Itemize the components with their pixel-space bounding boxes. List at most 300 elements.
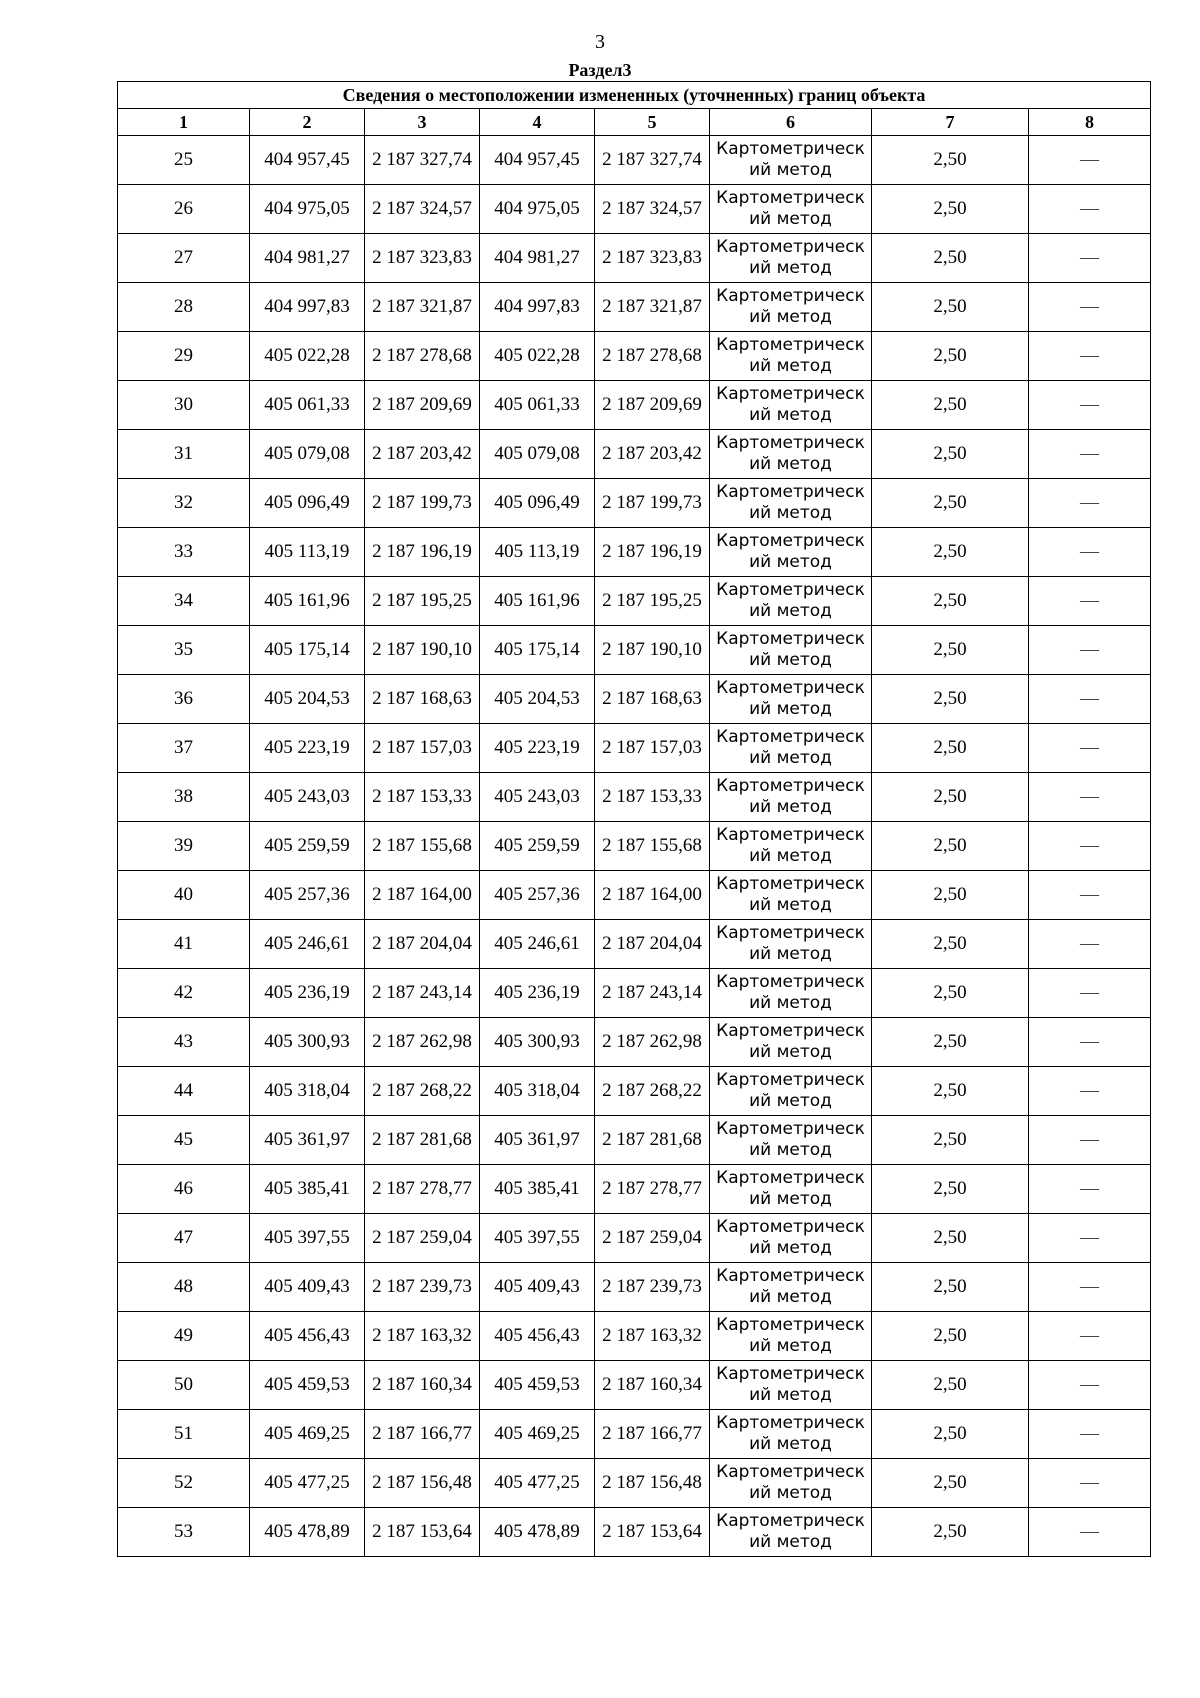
y-existing-cell: 2 187 156,48	[365, 1459, 480, 1508]
y-refined-cell: 2 187 204,04	[595, 920, 710, 969]
point-number-cell: 51	[118, 1410, 250, 1459]
method-cell	[710, 969, 872, 1018]
point-number-cell: 37	[118, 724, 250, 773]
x-refined-cell: 405 477,25	[480, 1459, 595, 1508]
point-number-cell: 49	[118, 1312, 250, 1361]
note-cell: —	[1029, 234, 1151, 283]
accuracy-cell: 2,50	[872, 1263, 1029, 1312]
y-refined-cell: 2 187 281,68	[595, 1116, 710, 1165]
method-cell	[710, 822, 872, 871]
y-existing-cell: 2 187 262,98	[365, 1018, 480, 1067]
point-number-cell: 33	[118, 528, 250, 577]
method-cell	[710, 1459, 872, 1508]
y-existing-cell: 2 187 195,25	[365, 577, 480, 626]
method-cell	[710, 1508, 872, 1557]
table-row	[118, 969, 1151, 1018]
accuracy-cell: 2,50	[872, 1018, 1029, 1067]
x-refined-cell: 405 223,19	[480, 724, 595, 773]
x-refined-cell: 405 175,14	[480, 626, 595, 675]
method-text: Картометрический метод	[716, 1168, 865, 1209]
y-existing-cell: 2 187 153,33	[365, 773, 480, 822]
column-header: 2	[250, 109, 365, 136]
point-number-cell: 36	[118, 675, 250, 724]
accuracy-cell: 2,50	[872, 1214, 1029, 1263]
y-refined-cell: 2 187 323,83	[595, 234, 710, 283]
x-existing-cell: 405 161,96	[250, 577, 365, 626]
x-refined-cell: 404 975,05	[480, 185, 595, 234]
table-row	[118, 283, 1151, 332]
y-refined-cell: 2 187 153,64	[595, 1508, 710, 1557]
x-refined-cell: 405 409,43	[480, 1263, 595, 1312]
method-text: Картометрический метод	[716, 580, 865, 621]
x-existing-cell: 405 397,55	[250, 1214, 365, 1263]
point-number-cell: 38	[118, 773, 250, 822]
x-refined-cell: 405 300,93	[480, 1018, 595, 1067]
accuracy-cell: 2,50	[872, 234, 1029, 283]
accuracy-cell: 2,50	[872, 577, 1029, 626]
table-body	[118, 136, 1151, 1557]
y-existing-cell: 2 187 190,10	[365, 626, 480, 675]
y-existing-cell: 2 187 153,64	[365, 1508, 480, 1557]
note-cell: —	[1029, 479, 1151, 528]
note-cell: —	[1029, 724, 1151, 773]
column-header: 4	[480, 109, 595, 136]
method-text: Картометрический метод	[716, 1021, 865, 1062]
x-existing-cell: 405 409,43	[250, 1263, 365, 1312]
method-text: Картометрический метод	[716, 1070, 865, 1111]
table-row	[118, 871, 1151, 920]
method-cell	[710, 871, 872, 920]
y-refined-cell: 2 187 209,69	[595, 381, 710, 430]
x-existing-cell: 405 318,04	[250, 1067, 365, 1116]
point-number-cell: 35	[118, 626, 250, 675]
method-text: Картометрический метод	[716, 188, 865, 229]
y-existing-cell: 2 187 281,68	[365, 1116, 480, 1165]
method-cell	[710, 1312, 872, 1361]
y-existing-cell: 2 187 239,73	[365, 1263, 480, 1312]
x-existing-cell: 405 096,49	[250, 479, 365, 528]
point-number-cell: 26	[118, 185, 250, 234]
table-row	[118, 528, 1151, 577]
x-refined-cell: 405 469,25	[480, 1410, 595, 1459]
point-number-cell: 40	[118, 871, 250, 920]
note-cell: —	[1029, 283, 1151, 332]
y-existing-cell: 2 187 199,73	[365, 479, 480, 528]
x-refined-cell: 405 246,61	[480, 920, 595, 969]
point-number-cell: 48	[118, 1263, 250, 1312]
note-cell: —	[1029, 1508, 1151, 1557]
method-text: Картометрический метод	[716, 1119, 865, 1160]
y-existing-cell: 2 187 278,68	[365, 332, 480, 381]
y-refined-cell: 2 187 160,34	[595, 1361, 710, 1410]
y-refined-cell: 2 187 324,57	[595, 185, 710, 234]
method-text: Картометрический метод	[716, 384, 865, 425]
point-number-cell: 31	[118, 430, 250, 479]
y-existing-cell: 2 187 321,87	[365, 283, 480, 332]
table-row	[118, 1165, 1151, 1214]
x-existing-cell: 405 079,08	[250, 430, 365, 479]
method-cell	[710, 185, 872, 234]
accuracy-cell: 2,50	[872, 283, 1029, 332]
method-cell	[710, 1165, 872, 1214]
point-number-cell: 42	[118, 969, 250, 1018]
table-row	[118, 1116, 1151, 1165]
x-refined-cell: 405 259,59	[480, 822, 595, 871]
method-cell	[710, 1410, 872, 1459]
accuracy-cell: 2,50	[872, 1410, 1029, 1459]
method-text: Картометрический метод	[716, 433, 865, 474]
y-refined-cell: 2 187 196,19	[595, 528, 710, 577]
method-cell	[710, 234, 872, 283]
y-existing-cell: 2 187 323,83	[365, 234, 480, 283]
x-existing-cell: 405 022,28	[250, 332, 365, 381]
table-row	[118, 626, 1151, 675]
y-refined-cell: 2 187 278,77	[595, 1165, 710, 1214]
point-number-cell: 27	[118, 234, 250, 283]
x-refined-cell: 405 361,97	[480, 1116, 595, 1165]
x-refined-cell: 404 997,83	[480, 283, 595, 332]
x-existing-cell: 405 243,03	[250, 773, 365, 822]
accuracy-cell: 2,50	[872, 136, 1029, 185]
y-existing-cell: 2 187 243,14	[365, 969, 480, 1018]
accuracy-cell: 2,50	[872, 1165, 1029, 1214]
table-row	[118, 1214, 1151, 1263]
page-number: 3	[595, 31, 605, 53]
accuracy-cell: 2,50	[872, 871, 1029, 920]
accuracy-cell: 2,50	[872, 675, 1029, 724]
method-text: Картометрический метод	[716, 923, 865, 964]
column-header: 5	[595, 109, 710, 136]
accuracy-cell: 2,50	[872, 430, 1029, 479]
table-row	[118, 1361, 1151, 1410]
table-caption: Сведения о местоположении измененных (уточненных) границ объекта	[118, 82, 1151, 109]
y-refined-cell: 2 187 268,22	[595, 1067, 710, 1116]
point-number-cell: 44	[118, 1067, 250, 1116]
method-cell	[710, 577, 872, 626]
point-number-cell: 30	[118, 381, 250, 430]
method-text: Картометрический метод	[716, 531, 865, 572]
note-cell: —	[1029, 920, 1151, 969]
method-text: Картометрический метод	[716, 1462, 865, 1503]
boundary-coordinates-table	[117, 81, 1151, 1557]
method-text: Картометрический метод	[716, 825, 865, 866]
method-text: Картометрический метод	[716, 482, 865, 523]
method-text: Картометрический метод	[716, 335, 865, 376]
accuracy-cell: 2,50	[872, 185, 1029, 234]
note-cell: —	[1029, 430, 1151, 479]
table-row	[118, 1410, 1151, 1459]
x-refined-cell: 405 204,53	[480, 675, 595, 724]
method-cell	[710, 381, 872, 430]
x-existing-cell: 404 975,05	[250, 185, 365, 234]
accuracy-cell: 2,50	[872, 332, 1029, 381]
x-existing-cell: 405 061,33	[250, 381, 365, 430]
table-row	[118, 136, 1151, 185]
x-refined-cell: 405 022,28	[480, 332, 595, 381]
accuracy-cell: 2,50	[872, 1508, 1029, 1557]
x-existing-cell: 405 113,19	[250, 528, 365, 577]
method-text: Картометрический метод	[716, 286, 865, 327]
x-refined-cell: 405 161,96	[480, 577, 595, 626]
y-existing-cell: 2 187 160,34	[365, 1361, 480, 1410]
note-cell: —	[1029, 528, 1151, 577]
note-cell: —	[1029, 577, 1151, 626]
table-row	[118, 479, 1151, 528]
table-row	[118, 381, 1151, 430]
x-refined-cell: 405 236,19	[480, 969, 595, 1018]
accuracy-cell: 2,50	[872, 381, 1029, 430]
accuracy-cell: 2,50	[872, 479, 1029, 528]
y-refined-cell: 2 187 156,48	[595, 1459, 710, 1508]
method-cell	[710, 1263, 872, 1312]
accuracy-cell: 2,50	[872, 626, 1029, 675]
y-existing-cell: 2 187 168,63	[365, 675, 480, 724]
x-existing-cell: 405 300,93	[250, 1018, 365, 1067]
table-row	[118, 577, 1151, 626]
y-existing-cell: 2 187 204,04	[365, 920, 480, 969]
note-cell: —	[1029, 185, 1151, 234]
y-refined-cell: 2 187 327,74	[595, 136, 710, 185]
column-header: 6	[710, 109, 872, 136]
note-cell: —	[1029, 822, 1151, 871]
method-cell	[710, 773, 872, 822]
note-cell: —	[1029, 1165, 1151, 1214]
method-cell	[710, 1116, 872, 1165]
method-cell	[710, 136, 872, 185]
accuracy-cell: 2,50	[872, 528, 1029, 577]
table-row	[118, 1312, 1151, 1361]
point-number-cell: 32	[118, 479, 250, 528]
method-cell	[710, 332, 872, 381]
method-cell	[710, 920, 872, 969]
y-refined-cell: 2 187 166,77	[595, 1410, 710, 1459]
note-cell: —	[1029, 1018, 1151, 1067]
accuracy-cell: 2,50	[872, 1312, 1029, 1361]
y-refined-cell: 2 187 278,68	[595, 332, 710, 381]
y-refined-cell: 2 187 163,32	[595, 1312, 710, 1361]
x-existing-cell: 404 981,27	[250, 234, 365, 283]
point-number-cell: 43	[118, 1018, 250, 1067]
x-refined-cell: 404 981,27	[480, 234, 595, 283]
method-cell	[710, 1214, 872, 1263]
method-text: Картометрический метод	[716, 1217, 865, 1258]
y-refined-cell: 2 187 157,03	[595, 724, 710, 773]
y-refined-cell: 2 187 164,00	[595, 871, 710, 920]
y-existing-cell: 2 187 166,77	[365, 1410, 480, 1459]
method-cell	[710, 1067, 872, 1116]
y-existing-cell: 2 187 209,69	[365, 381, 480, 430]
column-number-row	[118, 109, 1151, 136]
x-refined-cell: 405 243,03	[480, 773, 595, 822]
x-existing-cell: 405 236,19	[250, 969, 365, 1018]
table-row	[118, 920, 1151, 969]
accuracy-cell: 2,50	[872, 724, 1029, 773]
x-refined-cell: 405 397,55	[480, 1214, 595, 1263]
x-existing-cell: 405 204,53	[250, 675, 365, 724]
method-cell	[710, 1361, 872, 1410]
y-existing-cell: 2 187 327,74	[365, 136, 480, 185]
accuracy-cell: 2,50	[872, 920, 1029, 969]
point-number-cell: 28	[118, 283, 250, 332]
point-number-cell: 39	[118, 822, 250, 871]
note-cell: —	[1029, 332, 1151, 381]
method-text: Картометрический метод	[716, 1511, 865, 1552]
method-cell	[710, 724, 872, 773]
x-existing-cell: 405 478,89	[250, 1508, 365, 1557]
method-text: Картометрический метод	[716, 1266, 865, 1307]
note-cell: —	[1029, 1459, 1151, 1508]
table-row	[118, 332, 1151, 381]
y-refined-cell: 2 187 168,63	[595, 675, 710, 724]
method-text: Картометрический метод	[716, 139, 865, 180]
method-text: Картометрический метод	[716, 1315, 865, 1356]
accuracy-cell: 2,50	[872, 1459, 1029, 1508]
note-cell: —	[1029, 136, 1151, 185]
method-cell	[710, 528, 872, 577]
x-refined-cell: 405 456,43	[480, 1312, 595, 1361]
method-text: Картометрический метод	[716, 727, 865, 768]
table-row	[118, 185, 1151, 234]
table-row	[118, 234, 1151, 283]
method-text: Картометрический метод	[716, 1364, 865, 1405]
y-refined-cell: 2 187 155,68	[595, 822, 710, 871]
y-refined-cell: 2 187 153,33	[595, 773, 710, 822]
accuracy-cell: 2,50	[872, 773, 1029, 822]
note-cell: —	[1029, 969, 1151, 1018]
method-text: Картометрический метод	[716, 629, 865, 670]
note-cell: —	[1029, 626, 1151, 675]
point-number-cell: 29	[118, 332, 250, 381]
accuracy-cell: 2,50	[872, 1067, 1029, 1116]
method-cell	[710, 675, 872, 724]
y-refined-cell: 2 187 199,73	[595, 479, 710, 528]
method-cell	[710, 479, 872, 528]
x-refined-cell: 405 079,08	[480, 430, 595, 479]
note-cell: —	[1029, 1214, 1151, 1263]
point-number-cell: 46	[118, 1165, 250, 1214]
method-text: Картометрический метод	[716, 776, 865, 817]
column-header: 1	[118, 109, 250, 136]
x-refined-cell: 405 257,36	[480, 871, 595, 920]
accuracy-cell: 2,50	[872, 822, 1029, 871]
y-existing-cell: 2 187 163,32	[365, 1312, 480, 1361]
method-cell	[710, 283, 872, 332]
note-cell: —	[1029, 1067, 1151, 1116]
note-cell: —	[1029, 1263, 1151, 1312]
y-existing-cell: 2 187 324,57	[365, 185, 480, 234]
x-existing-cell: 405 175,14	[250, 626, 365, 675]
column-header: 3	[365, 109, 480, 136]
point-number-cell: 50	[118, 1361, 250, 1410]
y-refined-cell: 2 187 262,98	[595, 1018, 710, 1067]
x-refined-cell: 405 385,41	[480, 1165, 595, 1214]
y-refined-cell: 2 187 239,73	[595, 1263, 710, 1312]
column-header: 8	[1029, 109, 1151, 136]
note-cell: —	[1029, 381, 1151, 430]
note-cell: —	[1029, 675, 1151, 724]
x-existing-cell: 405 259,59	[250, 822, 365, 871]
method-cell	[710, 430, 872, 479]
y-existing-cell: 2 187 268,22	[365, 1067, 480, 1116]
y-existing-cell: 2 187 203,42	[365, 430, 480, 479]
method-text: Картометрический метод	[716, 874, 865, 915]
x-existing-cell: 404 957,45	[250, 136, 365, 185]
note-cell: —	[1029, 773, 1151, 822]
x-existing-cell: 405 459,53	[250, 1361, 365, 1410]
table-row	[118, 1459, 1151, 1508]
x-refined-cell: 405 096,49	[480, 479, 595, 528]
method-cell	[710, 626, 872, 675]
point-number-cell: 45	[118, 1116, 250, 1165]
x-refined-cell: 405 113,19	[480, 528, 595, 577]
table-row	[118, 1508, 1151, 1557]
x-existing-cell: 405 385,41	[250, 1165, 365, 1214]
x-refined-cell: 405 061,33	[480, 381, 595, 430]
table-row	[118, 1018, 1151, 1067]
note-cell: —	[1029, 1361, 1151, 1410]
y-refined-cell: 2 187 195,25	[595, 577, 710, 626]
table-row	[118, 1067, 1151, 1116]
y-existing-cell: 2 187 155,68	[365, 822, 480, 871]
y-refined-cell: 2 187 190,10	[595, 626, 710, 675]
note-cell: —	[1029, 1410, 1151, 1459]
x-refined-cell: 405 318,04	[480, 1067, 595, 1116]
point-number-cell: 47	[118, 1214, 250, 1263]
method-cell	[710, 1018, 872, 1067]
table-row	[118, 822, 1151, 871]
accuracy-cell: 2,50	[872, 1116, 1029, 1165]
x-existing-cell: 405 257,36	[250, 871, 365, 920]
point-number-cell: 52	[118, 1459, 250, 1508]
x-refined-cell: 405 478,89	[480, 1508, 595, 1557]
method-text: Картометрический метод	[716, 237, 865, 278]
point-number-cell: 53	[118, 1508, 250, 1557]
table-row	[118, 773, 1151, 822]
x-existing-cell: 405 246,61	[250, 920, 365, 969]
note-cell: —	[1029, 1312, 1151, 1361]
note-cell: —	[1029, 1116, 1151, 1165]
y-existing-cell: 2 187 164,00	[365, 871, 480, 920]
y-existing-cell: 2 187 278,77	[365, 1165, 480, 1214]
point-number-cell: 25	[118, 136, 250, 185]
point-number-cell: 41	[118, 920, 250, 969]
x-existing-cell: 405 469,25	[250, 1410, 365, 1459]
x-existing-cell: 404 997,83	[250, 283, 365, 332]
table-row	[118, 724, 1151, 773]
y-refined-cell: 2 187 259,04	[595, 1214, 710, 1263]
y-refined-cell: 2 187 321,87	[595, 283, 710, 332]
column-header: 7	[872, 109, 1029, 136]
y-refined-cell: 2 187 203,42	[595, 430, 710, 479]
x-existing-cell: 405 456,43	[250, 1312, 365, 1361]
x-refined-cell: 404 957,45	[480, 136, 595, 185]
method-text: Картометрический метод	[716, 972, 865, 1013]
y-existing-cell: 2 187 196,19	[365, 528, 480, 577]
method-text: Картометрический метод	[716, 678, 865, 719]
y-refined-cell: 2 187 243,14	[595, 969, 710, 1018]
x-existing-cell: 405 361,97	[250, 1116, 365, 1165]
accuracy-cell: 2,50	[872, 969, 1029, 1018]
y-existing-cell: 2 187 157,03	[365, 724, 480, 773]
x-existing-cell: 405 477,25	[250, 1459, 365, 1508]
note-cell: —	[1029, 871, 1151, 920]
section-title: Раздел3	[568, 60, 632, 80]
table-row	[118, 430, 1151, 479]
table-row	[118, 675, 1151, 724]
x-refined-cell: 405 459,53	[480, 1361, 595, 1410]
x-existing-cell: 405 223,19	[250, 724, 365, 773]
accuracy-cell: 2,50	[872, 1361, 1029, 1410]
